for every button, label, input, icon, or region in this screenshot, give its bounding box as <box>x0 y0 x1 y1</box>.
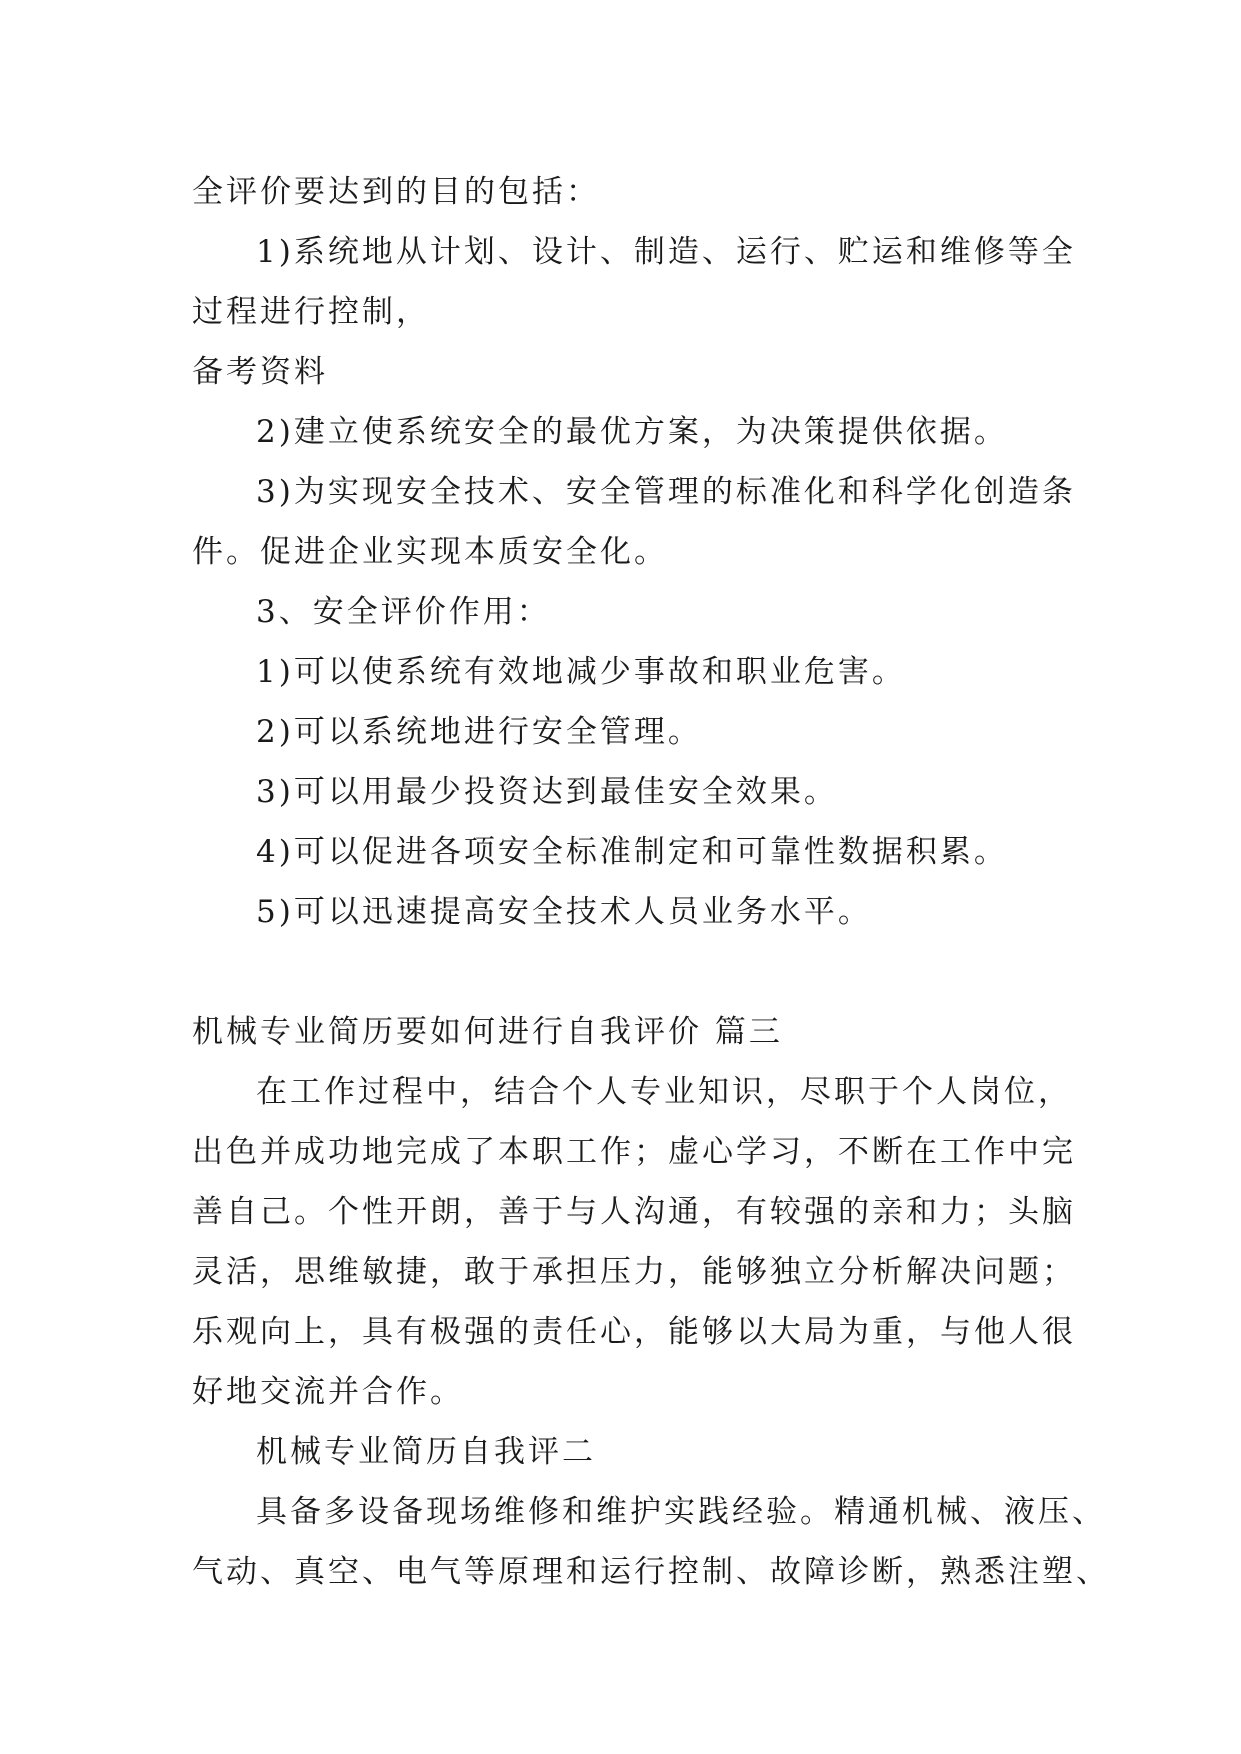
text-line: 件。促进企业实现本质安全化。 <box>192 534 668 570</box>
blank-line <box>192 942 1072 1002</box>
text-line: 好地交流并合作。 <box>192 1374 464 1410</box>
document-body <box>192 162 1110 1602</box>
text-line: 3、安全评价作用： <box>256 594 551 630</box>
text-line: 乐观向上，具有极强的责任心，能够以大局为重，与他人很 <box>192 1314 1076 1350</box>
text-line: 全评价要达到的目的包括： <box>192 174 600 210</box>
text-line: 3)为实现安全技术、安全管理的标准化和科学化创造条 <box>256 474 1076 510</box>
text-line: 1)可以使系统有效地减少事故和职业危害。 <box>256 654 906 690</box>
text-line: 灵活，思维敏捷，敢于承担压力，能够独立分析解决问题； <box>192 1254 1076 1290</box>
text-line: 2)建立使系统安全的最优方案，为决策提供依据。 <box>256 414 1008 450</box>
text-line: 3)可以用最少投资达到最佳安全效果。 <box>256 774 838 810</box>
text-line: 机械专业简历自我评二 <box>256 1434 596 1470</box>
text-line: 过程进行控制， <box>192 294 430 330</box>
text-line: 在工作过程中，结合个人专业知识，尽职于个人岗位， <box>256 1074 1072 1110</box>
text-line: 机械专业简历要如何进行自我评价 篇三 <box>192 1014 783 1050</box>
text-line: 4)可以促进各项安全标准制定和可靠性数据积累。 <box>256 834 1008 870</box>
text-line: 5)可以迅速提高安全技术人员业务水平。 <box>256 894 872 930</box>
text-line: 2)可以系统地进行安全管理。 <box>256 714 702 750</box>
text-line: 具备多设备现场维修和维护实践经验。精通机械、液压、 <box>256 1494 1106 1530</box>
text-line: 备考资料 <box>192 354 328 390</box>
text-line: 出色并成功地完成了本职工作；虚心学习，不断在工作中完 <box>192 1134 1076 1170</box>
text-line: 气动、真空、电气等原理和运行控制、故障诊断，熟悉注塑、 <box>192 1554 1110 1590</box>
text-line: 1)系统地从计划、设计、制造、运行、贮运和维修等全 <box>256 234 1076 270</box>
text-line: 善自己。个性开朗，善于与人沟通，有较强的亲和力；头脑 <box>192 1194 1076 1230</box>
